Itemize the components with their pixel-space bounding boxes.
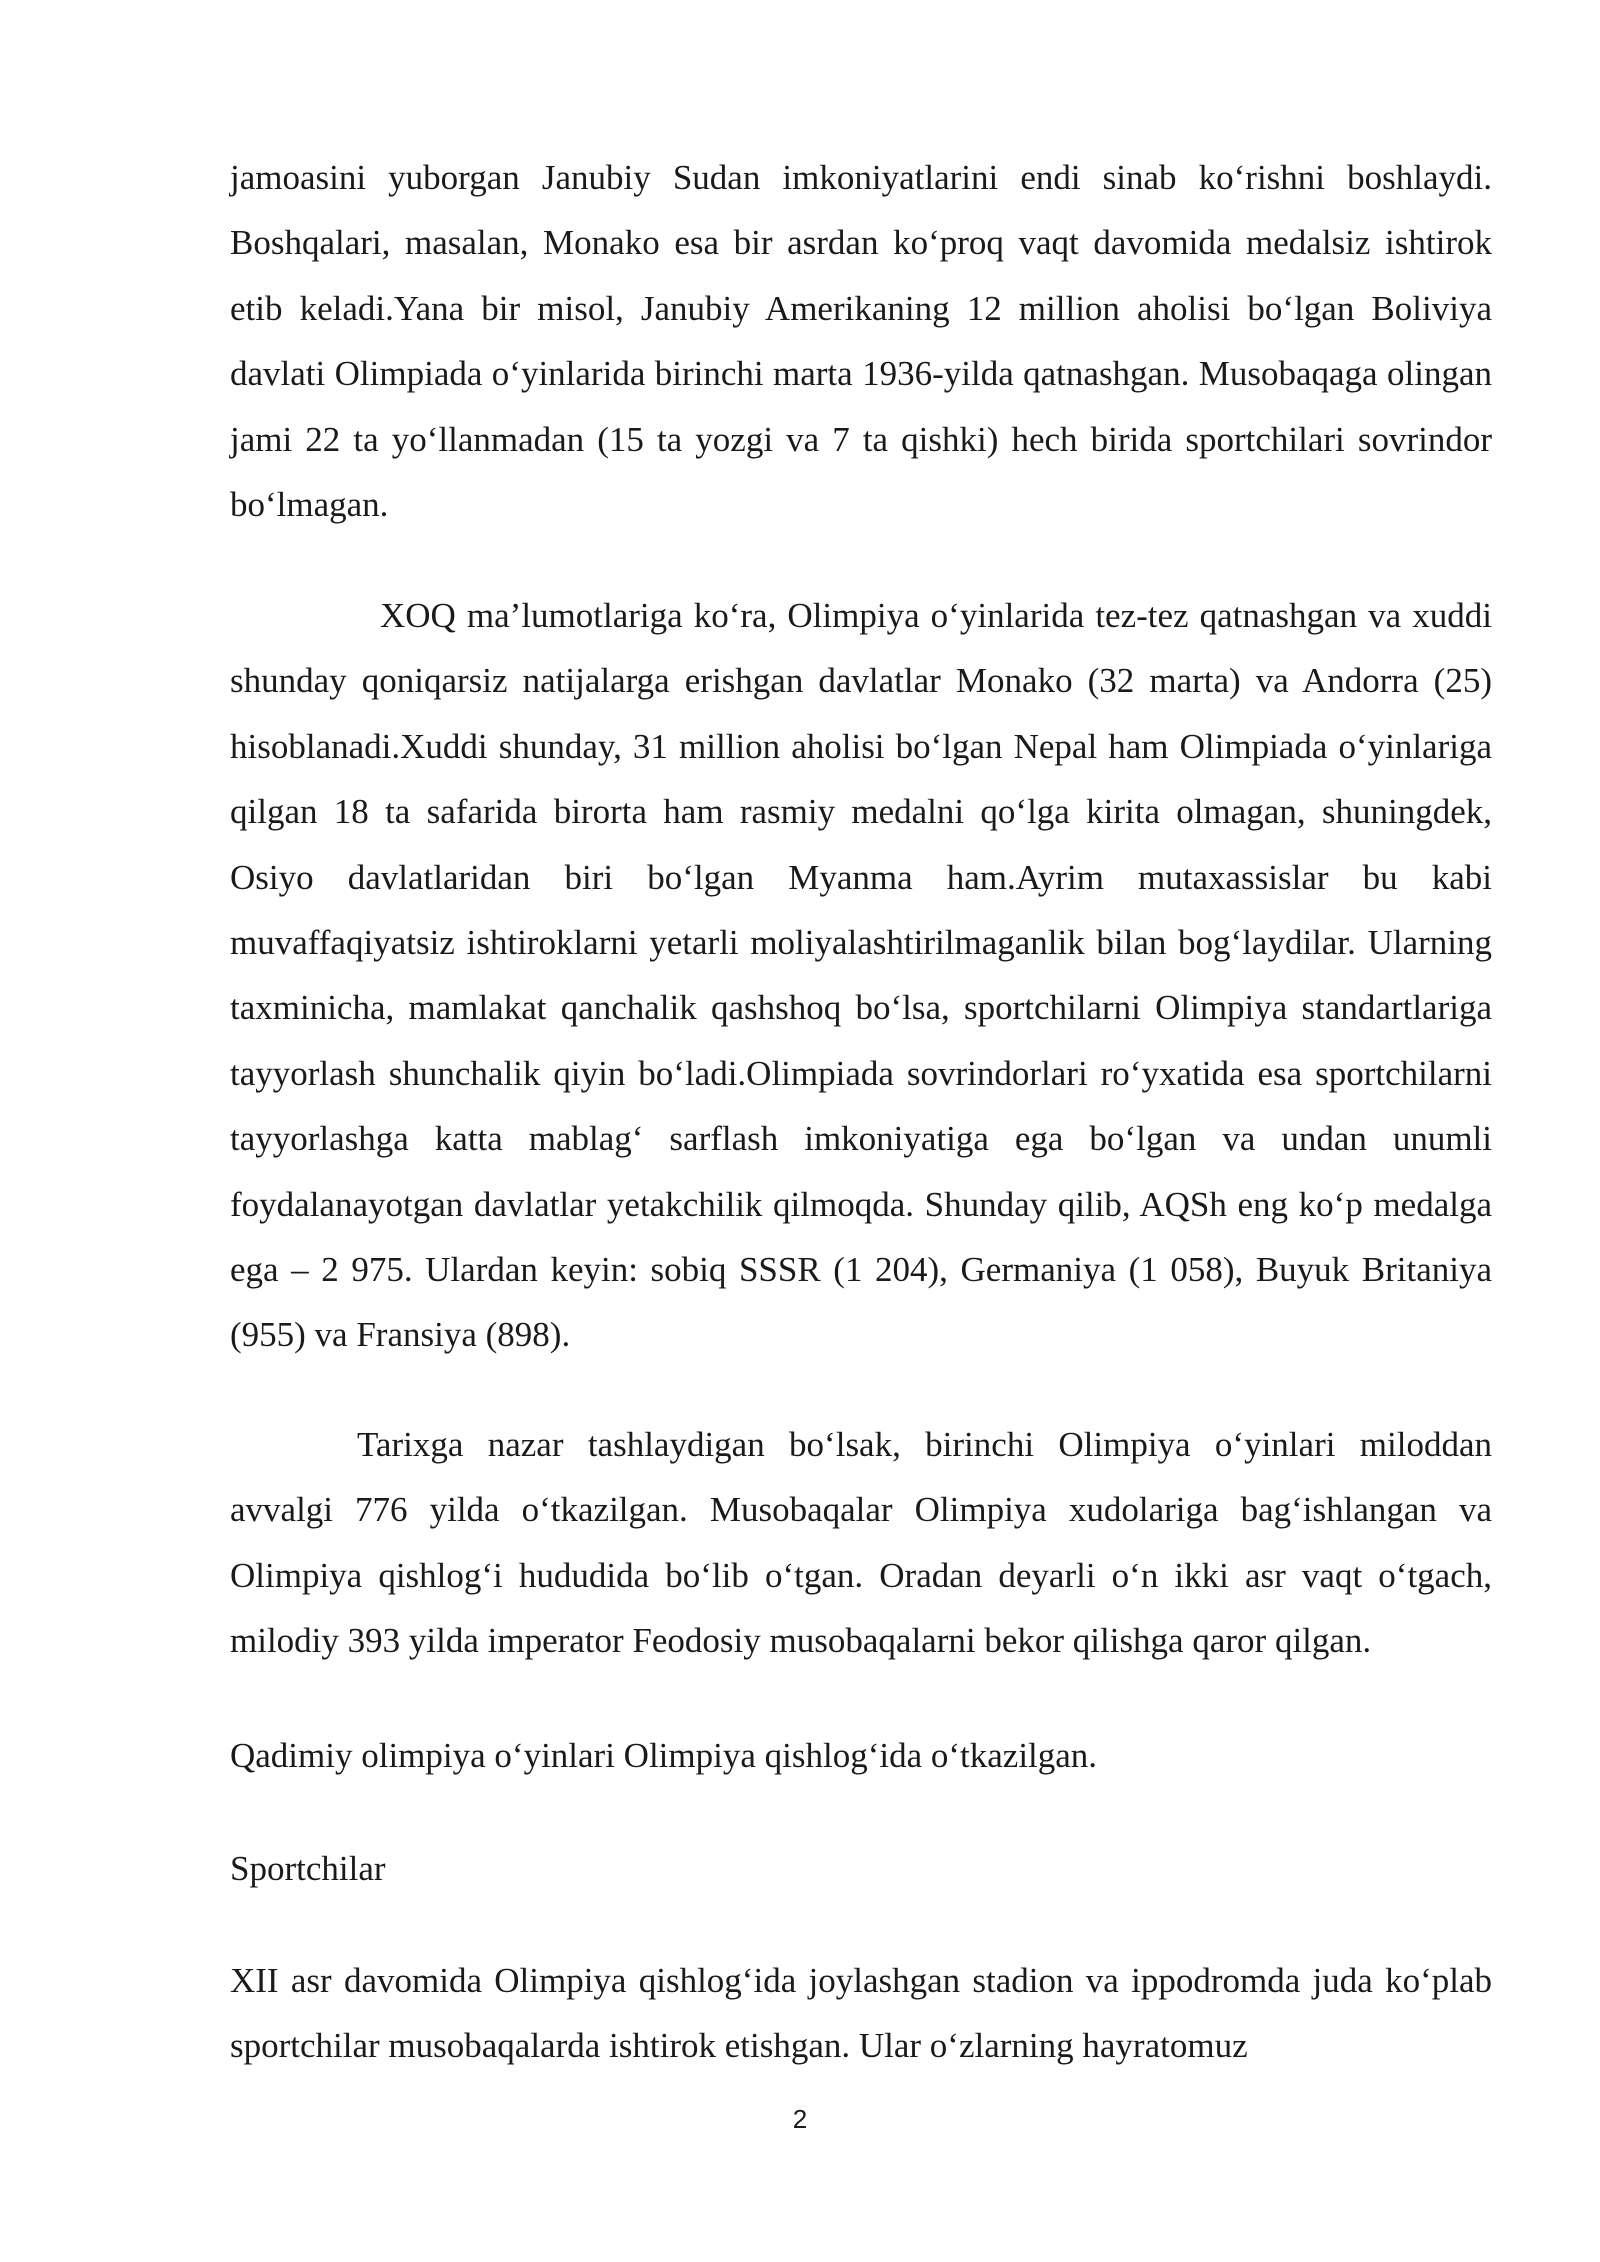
page-number: 2 — [792, 2104, 808, 2134]
paragraph-xoq-statistics: XOQ ma’lumotlariga ko‘ra, Olimpiya o‘yinlarida tez-tez qatnashgan va xuddi shunday qoniqarsiz natijalarga erishgan davlatlar Monako (32 marta) va Andorra (25) hisoblanadi.Xuddi shunday, 31 million aholisi bo‘lgan Nepal ham Olimpiada o‘yinlariga qilgan 18 ta safarida birorta ham rasmiy medalni qo‘lga kirita olmagan, shuningdek, Osiyo davlatlaridan biri bo‘lgan Myanma ham.Ayrim mutaxassislar bu kabi muvaffaqiyatsiz ishtiroklarni yetarli moliyalashtirilmaganlik bilan bog‘laydilar. Ularning taxminicha, mamlakat qanchalik qashshoq bo‘lsa, sportchilarni Olimpiya standartlariga tayyorlash shunchalik qiyin bo‘ladi.Olimpiada sovrindorlari ro‘yxatida esa sportchilarni tayyorlashga katta mablag‘ sarflash imkoniyatiga ega bo‘lgan va undan unumli foydalanayotgan davlatlar yetakchilik qilmoqda. Shunday qilib, AQSh eng ko‘p medalga ega – 2 975. Ulardan keyin: sobiq SSSR (1 204), Germaniya (1 058), Buyuk Britaniya (955) va Fransiya (898). — [230, 596, 1492, 1355]
paragraph-athletes: XII asr davomida Olimpiya qishlog‘ida joylashgan stadion va ippodromda juda ko‘plab sportchilar musobaqalarda ishtirok etishgan. Ular o‘zlarning hayratomuz — [230, 1961, 1492, 2066]
paragraph-ancient-games: Qadimiy olimpiya o‘yinlari Olimpiya qishlog‘ida o‘tkazilgan. — [230, 1736, 1098, 1775]
paragraph-bolivia: jamoasini yuborgan Janubiy Sudan imkoniyatlarini endi sinab ko‘rishni boshlaydi. Boshqalari, masalan, Monako esa bir asrdan ko‘proq vaqt davomida medalsiz ishtirok etib keladi.Yana bir misol, Janubiy Amerikaning 12 million aholisi bo‘lgan Boliviya davlati Olimpiada o‘yinlarida birinchi marta 1936-yilda qatnashgan. Musobaqaga olingan jami 22 ta yo‘llanmadan (15 ta yozgi va 7 ta qishki) hech birida sportchilari sovrindor bo‘lmagan. — [230, 158, 1492, 525]
section-heading-sportchilar: Sportchilar — [230, 1849, 386, 1888]
paragraph-history: Tarixga nazar tashlaydigan bo‘lsak, birinchi Olimpiya o‘yinlari miloddan avvalgi 776 yilda o‘tkazilgan. Musobaqalar Olimpiya xudolariga bag‘ishlangan va Olimpiya qishlog‘i hududida bo‘lib o‘tgan. Oradan deyarli o‘n ikki asr vaqt o‘tgach, milodiy 393 yilda imperator Feodosiy musobaqalarni bekor qilishga qaror qilgan. — [230, 1425, 1492, 1661]
